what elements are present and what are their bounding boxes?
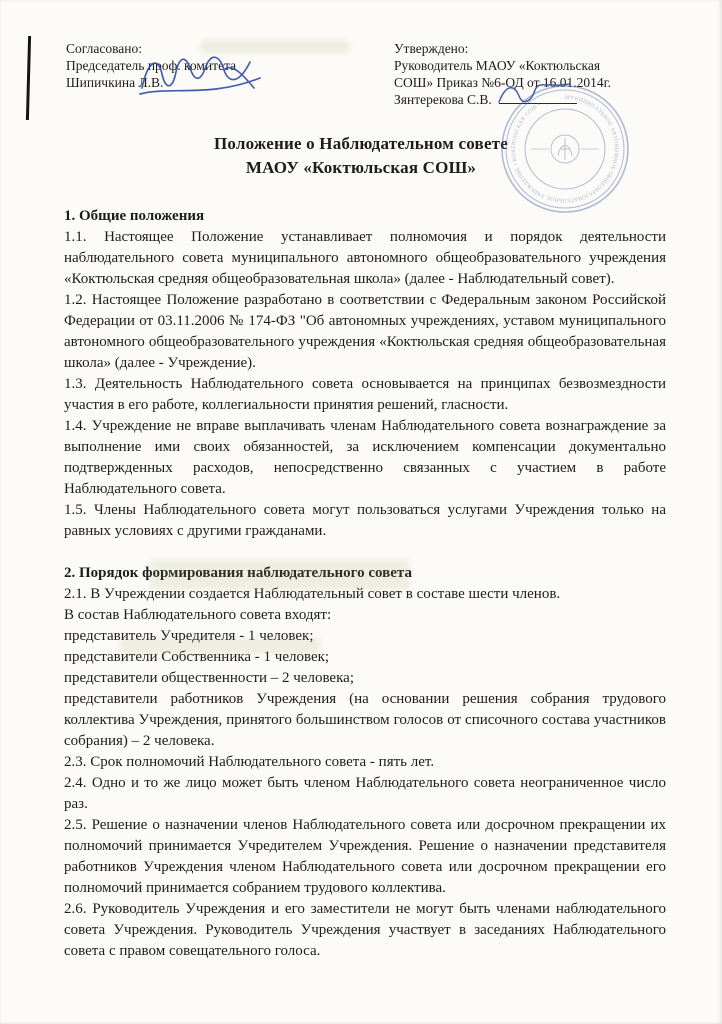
document-title	[0, 132, 722, 180]
agreed-name-row	[66, 74, 366, 91]
approved-name-row	[394, 91, 666, 108]
paragraph-2-composition-intro: В состав Наблюдательного совета входят:	[64, 607, 332, 623]
paragraph-2-4: 2.4. Одно и то же лицо может быть членом Наблюдательного совета неограниченное число раз.	[64, 775, 666, 812]
ink-bleed-artifact	[120, 638, 320, 654]
list-item-founder-rep: представитель Учредителя - 1 человек;	[64, 628, 314, 644]
approval-header	[0, 0, 722, 108]
approved-position-1: Руководитель МАОУ «Коктюльская	[394, 58, 601, 73]
paragraph-1-3: 1.3. Деятельность Наблюдательного совета основывается на принципах безвозмездности участия в его работе, коллегиальности принятия решений, гласности.	[64, 376, 666, 413]
approved-name: Зянтерекова С.В.	[394, 92, 492, 107]
agreed-position: Председатель проф. комитета	[66, 58, 237, 73]
paragraph-1-2: 1.2. Настоящее Положение разработано в соответствии с Федеральным законом Российской Федерации от 03.11.2006 № 174-ФЗ "Об автономных учреждениях, уставом муниципального автономного общеобразовательного учреждения «Коктюльская средняя общеобразовательная школа» (далее - Учреждение).	[64, 292, 666, 371]
paragraph-1-4: 1.4. Учреждение не вправе выплачивать членам Наблюдательного совета вознаграждение за выполнение ими своих обязанностей, за исключением компенсации документально подтвержденных расходов, непосредственно связанных с участием в работе Наблюдательного совета.	[64, 418, 666, 497]
list-item-staff-rep: представители работников Учреждения (на основании решения собрания трудового коллектива Учреждения, принятого большинством голосов от списочного состава участников собрания) – 2 человека.	[64, 691, 666, 749]
agreed-name: Шипичкина Л.В.	[66, 75, 164, 90]
ink-bleed-artifact	[150, 560, 410, 590]
list-item-public-rep: представители общественности – 2 человека;	[64, 670, 354, 686]
seal-ring-text: МУНИЦИПАЛЬНОЕ АВТОНОМНОЕ ОБЩЕОБРАЗОВАТЕЛЬНОЕ УЧРЕЖДЕНИЕ • КОКТЮЛЬСКАЯ СОШ •	[510, 94, 619, 204]
paragraph-2-6: 2.6. Руководитель Учреждения и его заместители не могут быть членами наблюдательного совета Учреждения. Руководитель Учреждения участвует в заседаниях Наблюдательного совета с правом совещательного голоса.	[64, 901, 666, 959]
signature-line	[499, 92, 577, 104]
section-1-heading: 1. Общие положения	[64, 208, 205, 224]
approved-block	[394, 40, 666, 108]
agreed-label: Согласовано:	[66, 41, 142, 56]
paragraph-1-1: 1.1. Настоящее Положение устанавливает полномочия и порядок деятельности наблюдательного совета муниципального автономного общеобразовательного учреждения «Коктюльская средняя общеобразовательная школа» (далее - Наблюдательный совет).	[64, 229, 666, 287]
paragraph-2-5: 2.5. Решение о назначении членов Наблюдательного совета или досрочном прекращении их полномочий принимается Учредителем Учреждения. Решение о назначении представителя работников Учреждения членом Наблюдательного совета или досрочном прекращении его полномочий принимается собранием трудового коллектива.	[64, 817, 666, 896]
paragraph-2-1: 2.1. В Учреждении создается Наблюдательный совет в составе шести членов.	[64, 586, 561, 602]
paragraph-1-5: 1.5. Члены Наблюдательного совета могут пользоваться услугами Учреждения только на равных условиях с другими гражданами.	[64, 502, 666, 539]
section-2-heading: 2. Порядок формирования наблюдательного совета	[64, 565, 412, 581]
approved-position-2: СОШ» Приказ №6-ОД от 16.01.2014г.	[394, 75, 612, 90]
approved-label: Утверждено:	[394, 41, 469, 56]
document-title-line-1: Положение о Наблюдательном совете	[214, 134, 508, 153]
document-title-line-2: МАОУ «Коктюльская СОШ»	[245, 158, 477, 177]
paragraph-2-3: 2.3. Срок полномочий Наблюдательного совета - пять лет.	[64, 754, 435, 770]
list-item-owner-rep: представители Собственника - 1 человек;	[64, 649, 330, 665]
ink-bleed-artifact	[200, 40, 350, 54]
